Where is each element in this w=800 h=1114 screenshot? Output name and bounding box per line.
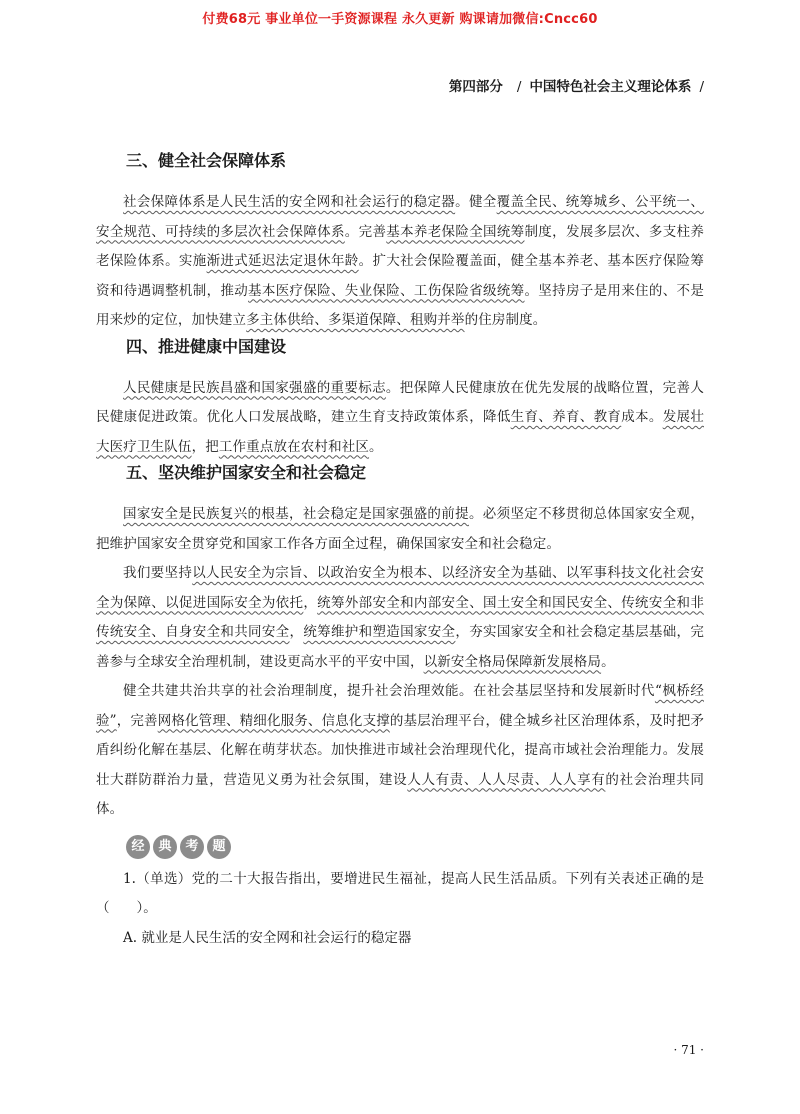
header-separator: / (516, 79, 522, 95)
paragraph-national-security-1 (96, 500, 704, 559)
badge-char: 经 (126, 835, 150, 859)
text-run: ， (303, 594, 318, 611)
key-point: 基本养老保险全国统筹 (386, 223, 525, 240)
header-part: 第四部分 (448, 79, 503, 95)
key-point: 人民健康是民族昌盛和国家强盛的重要标志 (123, 379, 386, 396)
text-run: ，完善 (116, 712, 158, 729)
text-run: 的基层治理平台，健全城乡社区治理体系，及时把矛盾纠纷化解在基层、化解在萌芽状态。加快推进市域社会治理现代化，提高市域社会治理能力。发展壮大群防群治力量，营造见义勇为社会氛围，建设 (96, 712, 705, 788)
paragraph-social-security (96, 188, 704, 336)
text-run: ，夯实国家安全和社会稳定基层基础，完善参与全球安全治理机制，建设更高水平的平安中国， (96, 624, 705, 670)
key-point: 以新安全格局保障新发展格局 (423, 653, 602, 670)
text-run: 的住房制度。 (464, 312, 547, 328)
key-point: 渐进式延迟法定退休年龄 (206, 253, 359, 269)
key-point: 多主体供给、多渠道保障、租购并举 (246, 312, 465, 328)
badge-char: 考 (180, 835, 204, 859)
key-point: 工作重点放在农村和社区 (218, 438, 370, 455)
text-run: 。坚持房子是用来住的、不是用来炒的定位，加快建立 (96, 282, 704, 328)
text-run: 成本。 (621, 409, 663, 425)
text-run: 。 (601, 653, 615, 670)
key-point: 生育、养育、教育 (510, 409, 622, 425)
text-run: 。完善 (344, 223, 387, 240)
key-point: 覆盖全民、统筹城乡、公平统一、安全规范、可持续的多层次社会保障体系 (96, 194, 704, 240)
key-point: 网格化管理、精细化服务、信息化支撑 (157, 712, 390, 729)
page-number: · 71 · (673, 1043, 704, 1057)
header-separator-end: / (699, 79, 704, 95)
text-run: 的社会治理共同体。 (96, 771, 704, 817)
paragraph-healthy-china (96, 374, 704, 463)
text-run: 。把保障人民健康放在优先发展的战略位置，完善人民健康促进政策。优化人口发展战略，建立生育支持政策体系，降低 (96, 379, 704, 425)
header-title: 中国特色社会主义理论体系 (529, 79, 692, 95)
question-option-a: A. 就业是人民生活的安全网和社会运行的稳定器 (123, 929, 412, 946)
text-run: 。健全 (455, 194, 497, 210)
text-run: 。扩大社会保险覆盖面，健全基本养老、基本医疗保险筹资和待遇调整机制，推动 (96, 253, 704, 299)
text-run: ， (289, 624, 304, 640)
page-body (96, 150, 704, 953)
key-point: “枫桥经验” (96, 683, 704, 729)
key-point: 统筹外部安全和内部安全、国土安全和国民安全、传统安全和非传统安全、自身安全和共同安全 (96, 594, 704, 640)
key-point: 人人有责、人人尽责、人人享有 (407, 771, 606, 788)
key-point: 国家安全是民族复兴的根基，社会稳定是国家强盛的前提 (123, 506, 469, 522)
text-run: 我们要坚持 (123, 565, 193, 581)
exam-question-1 (96, 865, 704, 954)
key-point: 统筹维护和塑造国家安全 (303, 624, 456, 640)
key-point: 发展壮大医疗卫生队伍 (96, 409, 704, 455)
text-run: 制度，发展多层次、多支柱养老保险体系。实施 (96, 223, 704, 269)
badge-char: 题 (207, 835, 231, 859)
paragraph-social-governance (96, 677, 704, 825)
text-run: ，把 (191, 438, 219, 455)
key-point: 社会保障体系是人民生活的安全网和社会运行的稳定器 (123, 194, 456, 210)
text-run: 。 (369, 438, 383, 455)
text-run: 。必须坚定不移贯彻总体国家安全观，把维护国家安全贯穿党和国家工作各方面全过程，确保国家安全和社会稳定。 (96, 506, 704, 552)
badge-char: 典 (153, 835, 177, 859)
classic-questions-badge (126, 835, 704, 859)
section-heading-social-security: 三、健全社会保障体系 (126, 151, 287, 170)
section-heading-national-security: 五、坚决维护国家安全和社会稳定 (126, 463, 367, 482)
text-run: 健全共建共治共享的社会治理制度，提升社会治理效能。在社会基层坚持和发展新时代 (123, 683, 655, 699)
watermark-banner: 付费68元 事业单位一手资源课程 永久更新 购课请加微信:Cncc60 (202, 12, 598, 27)
key-point: 基本医疗保险、失业保险、工伤保险省级统筹 (248, 282, 525, 299)
running-header (449, 75, 704, 95)
section-heading-healthy-china: 四、推进健康中国建设 (126, 336, 287, 356)
paragraph-national-security-2 (96, 559, 704, 677)
question-stem: 1.（单选）党的二十大报告指出，要增进民生福祉，提高人民生活品质。下列有关表述正确的是（ ）。 (96, 870, 704, 916)
key-point: 以人民安全为宗旨、以政治安全为根本、以经济安全为基础、以军事科技文化社会安全为保障、以促进国际安全为依托 (96, 565, 704, 611)
